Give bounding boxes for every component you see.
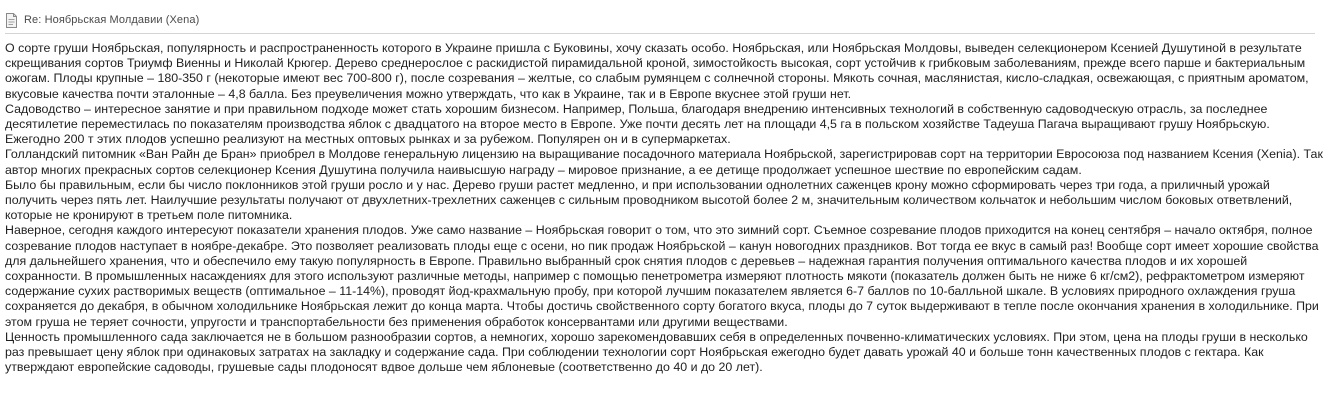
post-header (5, 10, 199, 30)
post-paragraph: О сорте груши Ноябрьская, популярность и распространенность которого в Украине пришла с Буковины, хочу сказать особо. Ноябрьская, или Ноябрьская Молдовы, выведен селекционером Ксенией Душутиной в результате скрещивания сортов Триумф Виенны и Николай Крюгер. Дерево среднерослое с раскидистой пирамидальной кроной, зимостойкость высокая, сорт устойчив к грибковым заболеваниям, прежде всего парше и бактериальным ожогам. Плоды крупные – 180-350 г (некоторые имеют вес 700-800 г), после созревания – желтые, со слабым румянцем с солнечной стороны. Мякоть сочная, маслянистая, кисло-сладкая, освежающая, с приятным ароматом, вкусовые качества почти эталонные – 4,8 балла. Без преувеличения можно утверждать, что как в Украине, так и в Европе вкуснее этой груши нет. (5, 41, 1309, 101)
post-paragraph: Было бы правильным, если бы число поклонников этой груши росло и у нас. Дерево груши растет медленно, и при использовании однолетних саженцев крону можно сформировать через три года, а приличный урожай получить через пять лет. Наилучшие результаты получают от двухлетних-трехлетних саженцев с сильным проводником высотой более 2 м, значительным количеством кольчаток и небольшим числом боковых ответвлений, которые не кронируют в третьем поле питомника. (5, 177, 1293, 223)
post-paragraph: Наверное, сегодня каждого интересуют показатели хранения плодов. Уже само название – Ноябрьская говорит о том, что это зимний сорт. Съемное созревание плодов приходится на конец сентября – начало октября, полное созревание плодов наступает в ноябре-декабре. Это позволяет реализовать плоды еще с осени, но пик продаж Ноябрьской – канун новогодних праздников. Вот тогда ее вкус в самый раз! Вообще сорт имеет хорошие свойства для дальнейшего хранения, что и обеспечило ему такую популярность в Европе. Правильно выбранный срок снятия плодов с деревьев – надежная гарантия получения оптимального качества плодов и их хорошей сохранности. В промышленных насаждениях для этого используют различные методы, например с помощью пенетрометра измеряют плотность мякоти (показатель должен быть не ниже 6 кг/см2), рефрактометром измеряют содержание сухих растворимых веществ (оптимальное – 11-14%), проводят йод-крахмальную пробу, при которой лучшим показателем является 6-7 баллов по 10-балльной шкале. В условиях природного охлаждения груша сохраняется до декабря, в обычном холодильнике Ноябрьская лежит до конца марта. Чтобы достичь свойственного сорту богатого вкуса, плоды до 7 суток выдерживают в тепле после окончания хранения в холодильнике. При этом груша не теряет сочности, упругости и транспортабельности без применения обработок консервантами или другими веществами. (5, 223, 1319, 329)
post-paragraph: Ценность промышленного сада заключается не в большом разнообразии сортов, а немногих, хорошо зарекомендовавших себя в определенных почвенно-климатических условиях. При этом, цена на плоды груши в несколько раз превышает цену яблок при одинаковых затратах на закладку и содержание сада. При соблюдении технологии сорт Ноябрьская ежегодно будет давать урожай 40 и больше тонн качественных плодов с гектара. Как утверждают европейские садоводы, грушевые сады плодоносят вдвое дольше чем яблоневые (соответственно до 40 и до 20 лет). (5, 329, 1308, 375)
header-divider (5, 33, 1315, 34)
post-title[interactable]: Re: Ноябрьская Молдавии (Xena) (24, 14, 200, 26)
post-paragraph: Голландский питомник «Ван Райн де Бран» приобрел в Молдове генеральную лицензию на выращивание посадочного материала Ноябрьской, зарегистрировав сорт на территории Евросоюза под названием Ксения (Xenia). Так автор многих прекрасных сортов селекционер Ксения Душутина получила наивысшую награду – мировое признание, а ее детище продолжает успешное шествие по европейским садам. (5, 147, 1323, 177)
document-icon (5, 13, 18, 28)
post-body (5, 41, 1323, 375)
post-paragraph: Садоводство – интересное занятие и при правильном подходе может стать хорошим бизнесом. Например, Польша, благодаря внедрению интенсивных технологий в собственную садоводческую отрасль, за последнее десятилетие переместилась по показателям производства яблок с двадцатого на второе место в Европе. Уже почти десять лет на площади 4,5 га в польском хозяйстве Тадеуша Пагача выращивают грушу Ноябрьскую. Ежегодно 200 т этих плодов успешно реализуют на местных оптовых рынках и за рубежом. Популярен он и в супермаркетах. (5, 101, 1270, 147)
